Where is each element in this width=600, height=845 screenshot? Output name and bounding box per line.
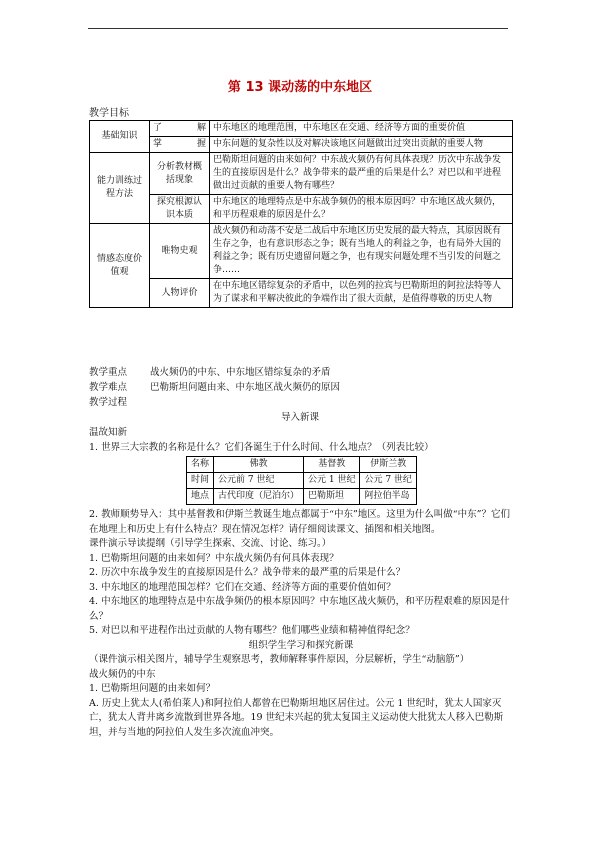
history-view-text: 战火频仍和动荡不安是二战后中东地区历史发展的最大特点，其原因既有生存之争，也有意识形态之争；既有当地人的利益之争，也有局外大国的利益之争；既有历史遗留问题之争，也有现实问题处理不当引发的问题之争…… xyxy=(210,224,513,279)
section-title: 战火频仍的中东 xyxy=(89,668,156,680)
goals-table xyxy=(89,120,513,308)
sub-question: 1. 巴勒斯坦问题的由来如何？ xyxy=(89,683,216,694)
question-1: 1. 世界三大宗教的名称是什么？它们各诞生于什么时间、什么地点？（列表比较） xyxy=(89,442,434,453)
outline-item-3: 3. 中东地区的地理范围怎样？它们在交通、经济等方面的重要价值如何？ xyxy=(89,581,396,593)
analyze-text: 巴勒斯坦问题的由来如何？中东战火频仍有何具体表现？历次中东战争发生的直接原因是什么？战争带来的最严重的后果是什么？对巴以和平进程做出过贡献的重要人物有哪些？ xyxy=(210,153,513,195)
analyze-label: 分析教材概括现象 xyxy=(150,153,210,195)
table-cell: 公元 1 世纪 xyxy=(304,473,360,489)
table-cell: 基督教 xyxy=(304,457,360,473)
review-label: 温故知新 xyxy=(89,427,128,438)
difficulty-text: 巴勒斯坦问题由来、中东地区战火频仍的原因 xyxy=(150,382,341,393)
know-label: 了 解 xyxy=(150,121,210,137)
focus-text: 战火频仍的中东、中东地区错综复杂的矛盾 xyxy=(150,367,331,378)
table-cell: 阿拉伯半岛 xyxy=(360,489,416,505)
org-text: （课件演示相关图片，辅导学生观察思考，教师解释事件原因，分层解析，学生“动脑筋”） xyxy=(89,654,470,665)
religion-table xyxy=(186,456,417,505)
grasp-text: 中东问题的复杂性以及对解决该地区问题做出过突出贡献的重要人物 xyxy=(210,137,513,153)
basic-knowledge-label: 基础知识 xyxy=(90,121,150,153)
table-row xyxy=(187,489,417,505)
emotion-label: 情感态度价值观 xyxy=(90,224,150,308)
process-label: 教学过程 xyxy=(89,397,128,408)
table-cell: 地点 xyxy=(187,489,214,505)
lesson-body xyxy=(89,508,513,740)
outline-title: 课件演示导读提纲（引导学生探索、交流、讨论、练习。） xyxy=(89,538,332,549)
table-cell: 古代印度（尼泊尔） xyxy=(214,489,304,505)
table-cell: 时间 xyxy=(187,473,214,489)
outline-item-1: 1. 巴勒斯坦问题的由来如何？中东战火频仍有何具体表现？ xyxy=(89,552,339,564)
table-cell: 佛教 xyxy=(214,457,304,473)
table-cell: 公元前 7 世纪 xyxy=(214,473,304,489)
table-cell: 巴勒斯坦 xyxy=(304,489,360,505)
guide-text: 2. 教师顺势导入：其中基督教和伊斯兰教诞生地点都属于“中东”地区。这里为什么叫做“中东”？它们在地理上和历史上有什么特点？现在情况怎样？请仔细阅读课文、插图和相关地图。 xyxy=(89,509,511,535)
outline-item-4: 4. 中东地区的地理特点是中东战争频仍的根本原因吗？中东地区战火频仍，和平历程艰难的原因是什么？ xyxy=(89,596,510,622)
know-text: 中东地区的地理范围，中东地区在交通、经济等方面的重要价值 xyxy=(210,121,513,137)
difficulty-label: 教学难点 xyxy=(89,382,128,393)
table-cell: 公元 7 世纪 xyxy=(360,473,416,489)
grasp-label: 掌 握 xyxy=(150,137,210,153)
person-eval-label: 人物评价 xyxy=(150,279,210,308)
person-eval-text: 在中东地区错综复杂的矛盾中，以色列的拉宾与巴勒斯坦的阿拉法特等人为了谋求和平解决彼此的争端作出了很大贡献，是值得尊敬的历史人物 xyxy=(210,279,513,308)
outline-item-2: 2. 历次中东战争发生的直接原因是什么？战争带来的最严重的后果是什么？ xyxy=(89,567,406,578)
explore-label: 探究根源认识本质 xyxy=(150,195,210,224)
goals-label: 教学目标 xyxy=(89,108,129,119)
table-cell: 伊斯兰教 xyxy=(360,457,416,473)
intro-heading: 导入新课 xyxy=(280,412,319,423)
page-title: 第 13 课动荡的中东地区 xyxy=(227,80,373,95)
ability-label: 能力训练过程方法 xyxy=(90,153,150,224)
answer-a: A. 历史上犹太人(希伯莱人)和阿拉伯人都曾在巴勒斯坦地区居住过。公元 1 世纪时，犹太人国家灭亡，犹太人背井离乡流散到世界各地。19 世纪末兴起的犹太复国主义运动使大批犹太人移入巴勒斯坦，并与当地的阿拉伯人发生多次流血冲突。 xyxy=(89,697,504,738)
org-heading: 组织学生学习和探究新课 xyxy=(248,639,354,651)
table-row xyxy=(187,457,417,473)
outline-item-5: 5. 对巴以和平进程作出过贡献的人物有哪些？他们哪些业绩和精神值得纪念？ xyxy=(89,625,415,636)
focus-label: 教学重点 xyxy=(89,367,128,378)
explore-text: 中东地区的地理特点是中东战争频仍的根本原因吗？中东地区战火频仍，和平历程艰难的原因是什么？ xyxy=(210,195,513,224)
table-cell: 名称 xyxy=(187,457,214,473)
table-row xyxy=(187,473,417,489)
header-rule xyxy=(88,28,508,29)
history-view-label: 唯物史观 xyxy=(150,224,210,279)
